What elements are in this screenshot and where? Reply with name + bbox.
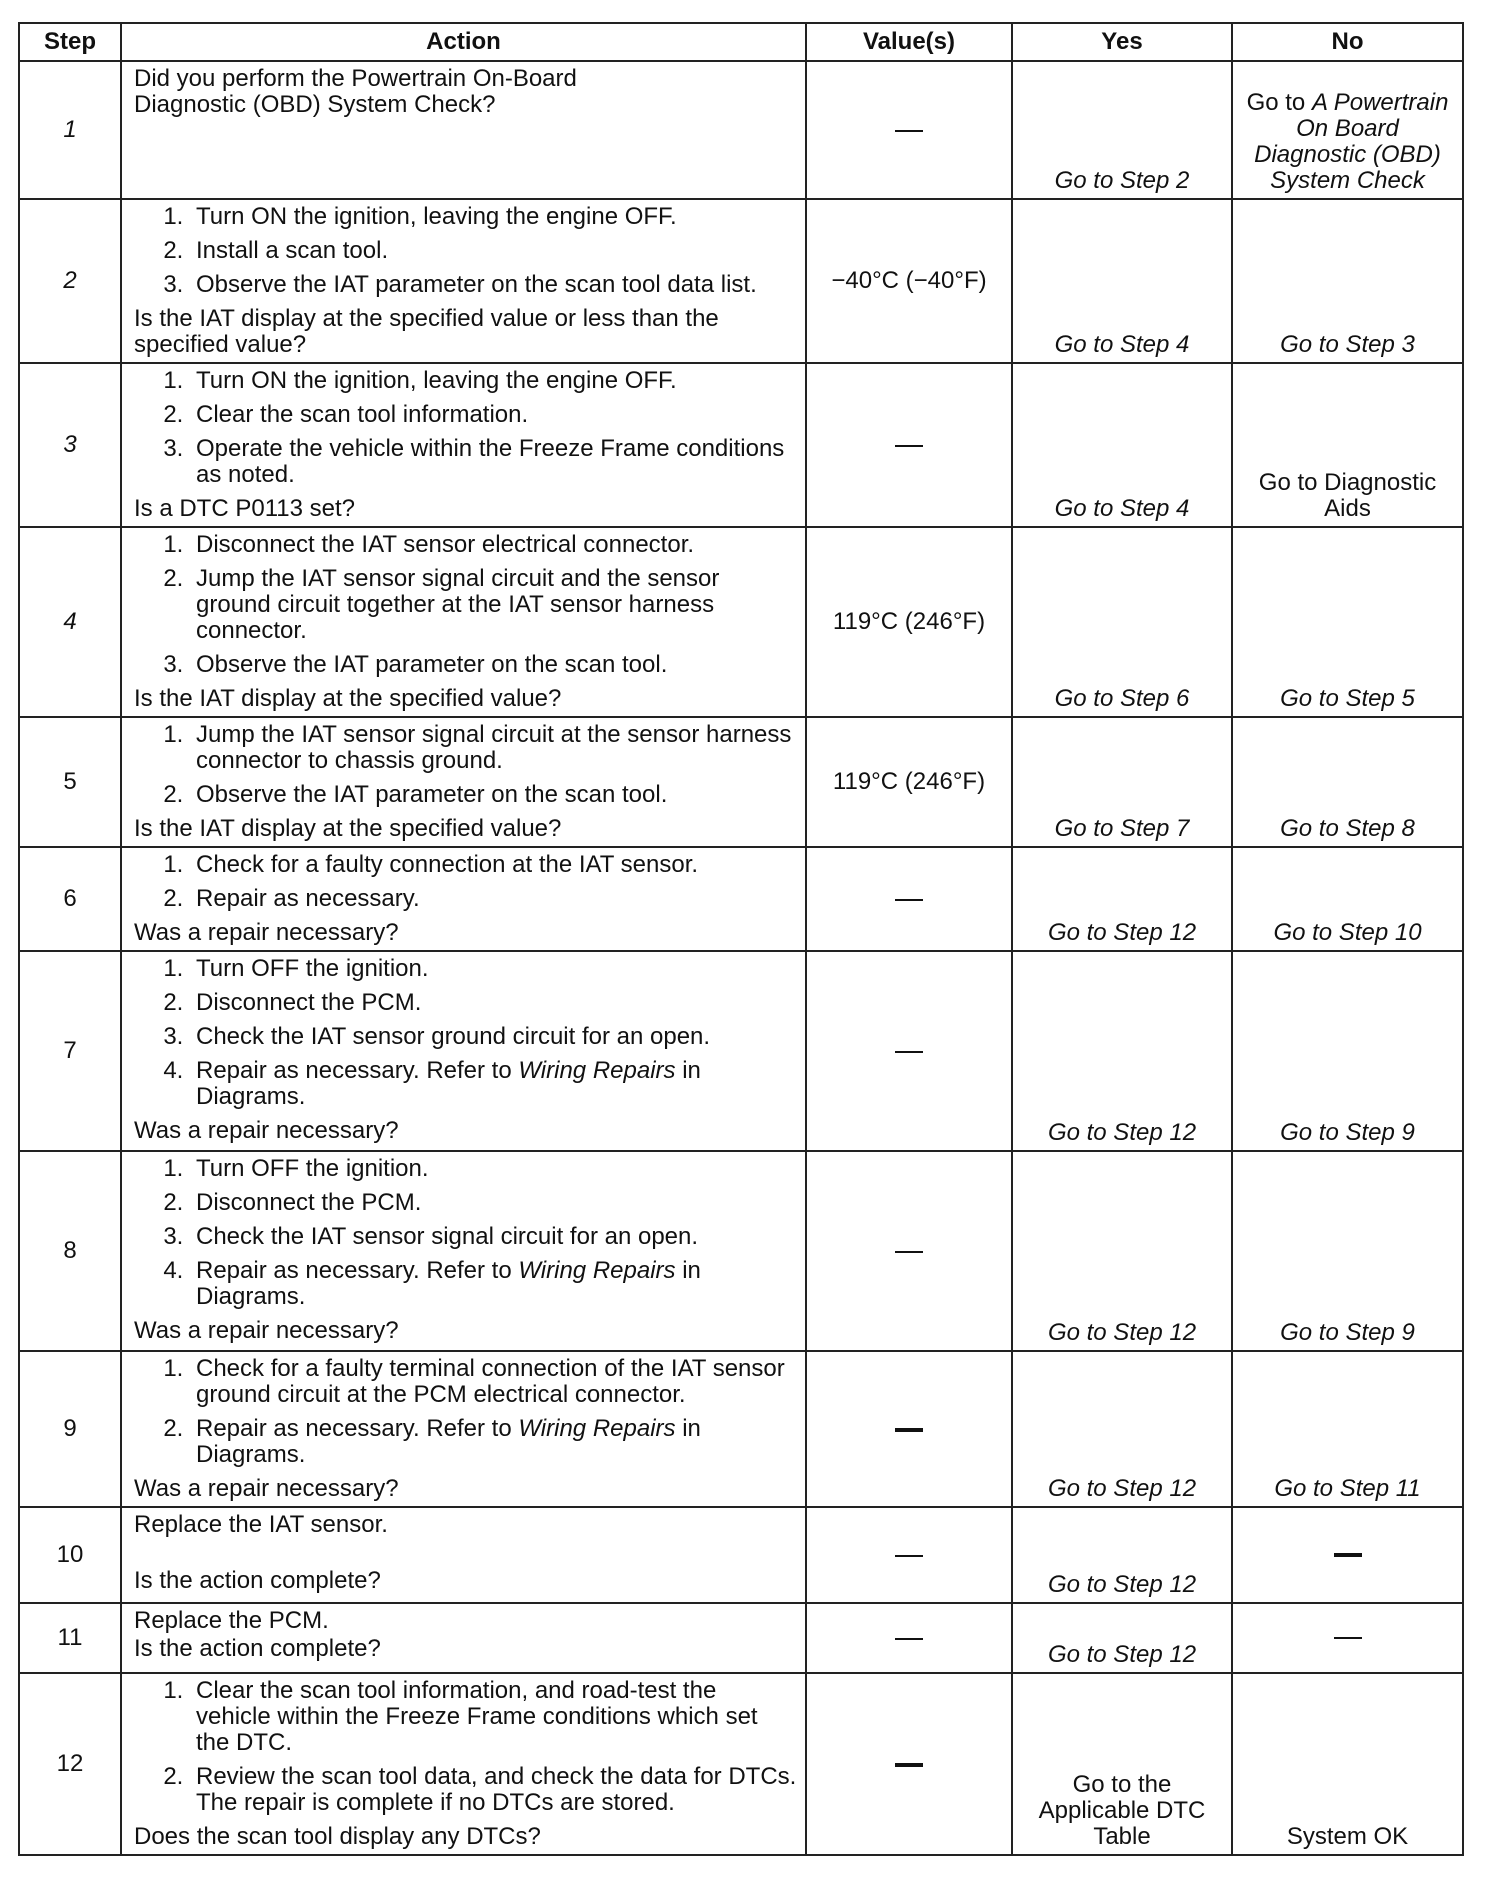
- step-number: 11: [19, 1603, 121, 1673]
- value-cell: [806, 951, 1012, 1151]
- action-question: Was a repair necessary?: [134, 1317, 399, 1344]
- header-values: Value(s): [806, 23, 1012, 61]
- value-cell: 119°C (246°F): [806, 717, 1012, 847]
- action-cell: [121, 363, 806, 527]
- no-cell: Go to Step 9: [1232, 951, 1463, 1151]
- no-link-text: A Powertrain On Board Diagnostic (OBD) System Check: [1254, 89, 1449, 194]
- no-cell: Go to Step 3: [1232, 199, 1463, 363]
- action-step: 1. Check for a faulty terminal connection of the IAT sensor ground circuit at the PCM electrical connector.: [190, 1356, 797, 1408]
- action-steps: [134, 204, 797, 298]
- step-number: 7: [19, 951, 121, 1151]
- action-step: 1. Turn OFF the ignition.: [190, 956, 797, 982]
- table-row: [19, 61, 1463, 199]
- action-question: Is the IAT display at the specified value?: [134, 815, 562, 842]
- header-step: Step: [19, 23, 121, 61]
- step-number: 6: [19, 847, 121, 951]
- action-cell: [121, 847, 806, 951]
- action-steps: [134, 1678, 797, 1816]
- value-cell: [806, 1151, 1012, 1351]
- reference-link-text: Wiring Repairs: [518, 1057, 676, 1084]
- action-step: 2. Observe the IAT parameter on the scan tool.: [190, 782, 797, 808]
- action-step: 1. Check for a faulty connection at the IAT sensor.: [190, 852, 797, 878]
- reference-link-text: Wiring Repairs: [518, 1415, 676, 1442]
- action-step: 2. Repair as necessary.: [190, 886, 797, 912]
- step-number: 9: [19, 1351, 121, 1507]
- step-number: 4: [19, 527, 121, 717]
- action-question: Was a repair necessary?: [134, 1117, 399, 1144]
- table-row: [19, 847, 1463, 951]
- no-cell: Go to Step 11: [1232, 1351, 1463, 1507]
- yes-cell: Go to Step 4: [1012, 363, 1232, 527]
- action-step: 2. Disconnect the PCM.: [190, 990, 797, 1016]
- action-text: Replace the IAT sensor.: [134, 1511, 388, 1538]
- table-row: [19, 951, 1463, 1151]
- table-row: [19, 527, 1463, 717]
- yes-cell: Go to the Applicable DTC Table: [1012, 1673, 1232, 1855]
- action-cell: [121, 61, 806, 199]
- yes-cell: Go to Step 12: [1012, 1351, 1232, 1507]
- yes-cell: Go to Step 4: [1012, 199, 1232, 363]
- action-step: 3. Check the IAT sensor ground circuit for an open.: [190, 1024, 797, 1050]
- step-number: 2: [19, 199, 121, 363]
- step-number: 1: [19, 61, 121, 199]
- action-step: 4. Repair as necessary. Refer to Wiring Repairs in Diagrams.: [190, 1058, 797, 1110]
- dash-mark: [895, 899, 923, 901]
- action-question: Is a DTC P0113 set?: [134, 495, 355, 522]
- action-text: Replace the PCM.: [134, 1607, 329, 1634]
- value-cell: [806, 1351, 1012, 1507]
- no-cell: System OK: [1232, 1673, 1463, 1855]
- action-step: 1. Disconnect the IAT sensor electrical connector.: [190, 532, 797, 558]
- step-number: 10: [19, 1507, 121, 1603]
- diagnostic-table: [18, 22, 1464, 1856]
- action-cell: [121, 1507, 806, 1603]
- header-no: No: [1232, 23, 1463, 61]
- no-cell: [1232, 1603, 1463, 1673]
- yes-cell: Go to Step 12: [1012, 1603, 1232, 1673]
- action-step: 2. Review the scan tool data, and check the data for DTCs. The repair is complete if no DTCs are stored.: [190, 1764, 797, 1816]
- no-cell: Go to A Powertrain On Board Diagnostic (OBD) System Check: [1232, 61, 1463, 199]
- action-question: Is the action complete?: [134, 1567, 381, 1594]
- action-step: 1. Jump the IAT sensor signal circuit at the sensor harness connector to chassis ground.: [190, 722, 797, 774]
- action-step: 3. Observe the IAT parameter on the scan tool data list.: [190, 272, 797, 298]
- action-steps: [134, 1356, 797, 1468]
- value-cell: [806, 61, 1012, 199]
- action-step: 1. Clear the scan tool information, and road-test the vehicle within the Freeze Frame conditions which set the DTC.: [190, 1678, 797, 1756]
- step-number: 12: [19, 1673, 121, 1855]
- no-cell: [1232, 1507, 1463, 1603]
- action-cell: [121, 1151, 806, 1351]
- action-steps: [134, 956, 797, 1110]
- value-cell: [806, 1673, 1012, 1855]
- value-cell: [806, 847, 1012, 951]
- yes-cell: Go to Step 12: [1012, 951, 1232, 1151]
- action-question: Is the IAT display at the specified value or less than the specified value?: [134, 305, 719, 358]
- action-step: 3. Observe the IAT parameter on the scan tool.: [190, 652, 797, 678]
- step-number: 5: [19, 717, 121, 847]
- action-step: 3. Check the IAT sensor signal circuit for an open.: [190, 1224, 797, 1250]
- dash-mark: [1334, 1637, 1362, 1639]
- value-cell: [806, 363, 1012, 527]
- no-cell: Go to Diagnostic Aids: [1232, 363, 1463, 527]
- step-number: 3: [19, 363, 121, 527]
- value-cell: [806, 1603, 1012, 1673]
- dash-mark: [895, 1428, 923, 1432]
- action-steps: [134, 532, 797, 678]
- dash-mark: [895, 445, 923, 447]
- no-cell: Go to Step 5: [1232, 527, 1463, 717]
- no-cell: Go to Step 9: [1232, 1151, 1463, 1351]
- action-step: 2. Disconnect the PCM.: [190, 1190, 797, 1216]
- dash-mark: [895, 1638, 923, 1640]
- yes-cell: Go to Step 6: [1012, 527, 1232, 717]
- header-row: [19, 23, 1463, 61]
- table-row: [19, 1507, 1463, 1603]
- reference-link-text: Wiring Repairs: [518, 1257, 676, 1284]
- table-row: [19, 1351, 1463, 1507]
- yes-cell: Go to Step 12: [1012, 847, 1232, 951]
- action-cell: [121, 527, 806, 717]
- action-steps: [134, 368, 797, 488]
- action-step: 2. Repair as necessary. Refer to Wiring Repairs in Diagrams.: [190, 1416, 797, 1468]
- dash-mark: [1334, 1553, 1362, 1557]
- table-row: [19, 1151, 1463, 1351]
- dash-mark: [895, 1555, 923, 1557]
- action-step: 1. Turn ON the ignition, leaving the engine OFF.: [190, 368, 797, 394]
- yes-cell: Go to Step 7: [1012, 717, 1232, 847]
- dash-mark: [895, 1251, 923, 1253]
- table-row: [19, 199, 1463, 363]
- action-question: Does the scan tool display any DTCs?: [134, 1823, 541, 1850]
- header-action: Action: [121, 23, 806, 61]
- action-step: 2. Install a scan tool.: [190, 238, 797, 264]
- action-cell: [121, 1603, 806, 1673]
- action-cell: [121, 717, 806, 847]
- action-step: 4. Repair as necessary. Refer to Wiring Repairs in Diagrams.: [190, 1258, 797, 1310]
- diagnostic-table-container: [18, 22, 1462, 1856]
- no-cell: Go to Step 8: [1232, 717, 1463, 847]
- step-number: 8: [19, 1151, 121, 1351]
- action-question: Was a repair necessary?: [134, 919, 399, 946]
- action-steps: [134, 852, 797, 912]
- yes-cell: Go to Step 12: [1012, 1507, 1232, 1603]
- dash-mark: [895, 1051, 923, 1053]
- yes-cell: Go to Step 12: [1012, 1151, 1232, 1351]
- action-text: Did you perform the Powertrain On-Board Diagnostic (OBD) System Check?: [134, 65, 577, 118]
- action-question: Was a repair necessary?: [134, 1475, 399, 1502]
- action-step: 1. Turn OFF the ignition.: [190, 1156, 797, 1182]
- action-step: 3. Operate the vehicle within the Freeze Frame conditions as noted.: [190, 436, 797, 488]
- action-cell: [121, 1351, 806, 1507]
- table-row: [19, 1673, 1463, 1855]
- action-step: 1. Turn ON the ignition, leaving the engine OFF.: [190, 204, 797, 230]
- no-cell: Go to Step 10: [1232, 847, 1463, 951]
- action-cell: [121, 1673, 806, 1855]
- action-question: Is the action complete?: [134, 1635, 381, 1662]
- action-step: 2. Clear the scan tool information.: [190, 402, 797, 428]
- action-cell: [121, 199, 806, 363]
- action-steps: [134, 1156, 797, 1310]
- action-question: Is the IAT display at the specified value?: [134, 685, 562, 712]
- table-row: [19, 1603, 1463, 1673]
- dash-mark: [895, 1763, 923, 1767]
- value-cell: [806, 1507, 1012, 1603]
- header-yes: Yes: [1012, 23, 1232, 61]
- value-cell: 119°C (246°F): [806, 527, 1012, 717]
- value-cell: −40°C (−40°F): [806, 199, 1012, 363]
- action-step: 2. Jump the IAT sensor signal circuit and the sensor ground circuit together at the IAT sensor harness connector.: [190, 566, 797, 644]
- action-steps: [134, 722, 797, 808]
- yes-cell: Go to Step 2: [1012, 61, 1232, 199]
- dash-mark: [895, 130, 923, 132]
- table-row: [19, 363, 1463, 527]
- table-row: [19, 717, 1463, 847]
- action-cell: [121, 951, 806, 1151]
